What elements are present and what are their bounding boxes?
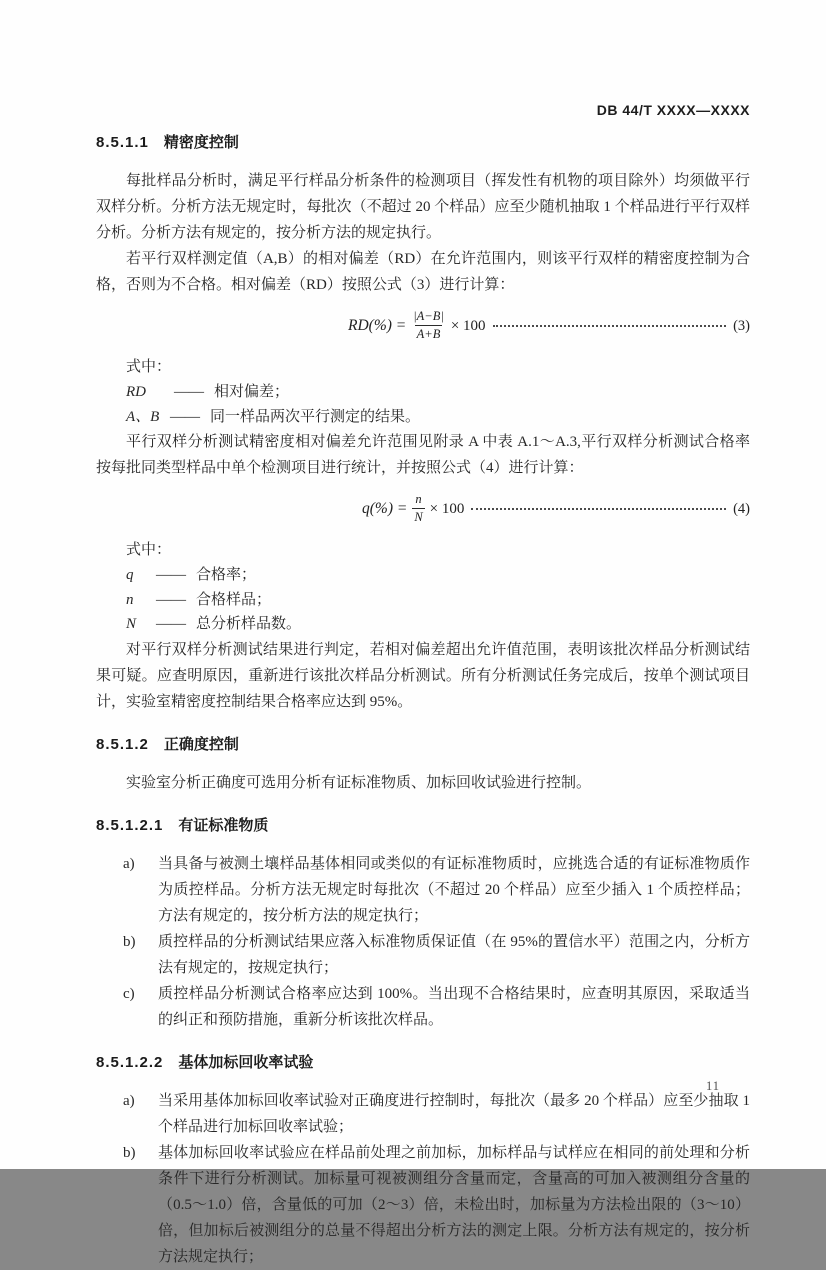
definition-dash: ——: [174, 384, 204, 400]
dot-leader: [493, 325, 727, 327]
document-code-header: DB 44/T XXXX—XXXX: [596, 102, 750, 118]
definition-text: 同一样品两次平行测定的结果。: [210, 408, 421, 425]
formula-lhs: q(%) =: [362, 499, 408, 517]
fraction: [412, 492, 424, 525]
ordered-list: [123, 1088, 750, 1270]
section-heading-accuracy-control: [96, 734, 750, 755]
formula-4: [96, 492, 750, 525]
formula-lhs: RD(%) =: [348, 316, 407, 334]
list-item-text: 基体加标回收率试验应在样品前处理之前加标，加标样品与试样应在相同的前处理和分析条件下进行分析测试。加标量可视被测组分含量而定，含量高的可加入被测组分含量的（0.5～1.0）倍，含量低的可加（2～3）倍，未检出时，加标量为方法检出限的（3～10）倍，但加标后被测组分的总量不得超出分析方法的测定上限。分析方法有规定的，按分析方法规定执行；: [158, 1144, 750, 1265]
section-heading-precision-control: [96, 132, 750, 153]
list-marker: b): [123, 1144, 136, 1161]
section-heading-certified-reference-material: [96, 815, 750, 836]
section-title: 基体加标回收率试验: [178, 1053, 314, 1071]
paragraph: 每批样品分析时，满足平行样品分析条件的检测项目（挥发性有机物的项目除外）均须做平行双样分析。分析方法无规定时，每批次（不超过 20 个样品）应至少随机抽取 1 个样品进行平行双样分析。分析方法有规定的，按分析方法的规定执行。: [96, 173, 750, 241]
paragraph: 对平行双样分析测试结果进行判定，若相对偏差超出允许值范围，表明该批次样品分析测试结果可疑。应查明原因，重新进行该批次样品分析测试。所有分析测试任务完成后，按单个测试项目计，实验室精密度控制结果合格率应达到 95%。: [96, 641, 750, 710]
list-item: [123, 1088, 750, 1140]
section-title: 精密度控制: [163, 134, 239, 151]
paragraph: 平行双样分析测试精密度相对偏差允许范围见附录 A 中表 A.1～A.3,平行双样分析测试合格率按每批同类型样品中单个检测项目进行统计，并按照公式（4）进行计算：: [96, 434, 750, 476]
section-number: 8.5.1.1: [96, 134, 149, 151]
definition-term: n: [126, 591, 134, 608]
where-label: 式中：: [126, 542, 172, 558]
formula-multiplier: × 100: [450, 317, 486, 334]
list-marker: c): [123, 985, 135, 1002]
section-number: 8.5.1.2.1: [96, 816, 164, 834]
list-item-text: 质控样品分析测试合格率应达到 100%。当出现不合格结果时，应查明其原因，采取适当的纠正和预防措施，重新分析该批次样品。: [158, 985, 750, 1028]
where-label: 式中：: [126, 359, 172, 375]
definition-term: RD: [126, 384, 146, 400]
paragraph: 实验室分析正确度可选用分析有证标准物质、加标回收试验进行控制。: [126, 774, 592, 791]
fraction-denominator: N: [414, 510, 423, 524]
definition-dash: ——: [156, 591, 186, 608]
list-item: [123, 1140, 750, 1270]
list-item-text: 质控样品的分析测试结果应落入标准物质保证值（在 95%的置信水平）范围之内，分析方法有规定的，按规定执行；: [158, 933, 750, 976]
definition-dash: ——: [156, 616, 186, 632]
fraction-numerator: |A−B|: [413, 309, 444, 323]
list-item: [123, 851, 750, 929]
section-number: 8.5.1.2: [96, 735, 149, 753]
definition-text: 合格率；: [196, 567, 257, 583]
list-item: [123, 929, 750, 981]
section-heading-matrix-spike-recovery: [96, 1052, 750, 1073]
formula-3: [96, 309, 750, 342]
page-number: 11: [705, 1079, 720, 1093]
formula-multiplier: × 100: [429, 500, 465, 517]
definition-term: N: [126, 616, 137, 632]
fraction: [411, 309, 446, 342]
definition-term: A、B: [126, 408, 160, 425]
list-marker: b): [123, 933, 136, 950]
fraction-denominator: A+B: [416, 327, 441, 341]
definition-dash: ——: [156, 567, 186, 583]
definition-row: [126, 405, 750, 430]
list-item-text: 当采用基体加标回收率试验对正确度进行控制时，每批次（最多 20 个样品）应至少抽取 1 个样品进行加标回收率试验；: [158, 1092, 750, 1135]
definition-text: 合格样品；: [196, 591, 272, 608]
section-number: 8.5.1.2.2: [96, 1053, 164, 1071]
section-title: 有证标准物质: [178, 816, 269, 834]
list-marker: a): [123, 855, 135, 872]
section-title: 正确度控制: [163, 735, 239, 753]
list-item: [123, 981, 750, 1033]
definition-term: q: [126, 567, 134, 583]
equation-number: (4): [733, 500, 750, 517]
definition-row: [126, 612, 750, 637]
list-item-text: 当具备与被测土壤样品基体相同或类似的有证标准物质时，应挑选合适的有证标准物质作为质控样品。分析方法无规定时每批次（不超过 20 个样品）应至少插入 1 个质控样品；方法有规定的，按分析方法的规定执行；: [158, 855, 750, 924]
definition-row: [126, 588, 750, 613]
dot-leader: [471, 508, 726, 510]
ordered-list: [123, 851, 750, 1033]
paragraph: 若平行双样测定值（A,B）的相对偏差（RD）在允许范围内，则该平行双样的精密度控制为合格，否则为不合格。相对偏差（RD）按照公式（3）进行计算：: [96, 251, 750, 293]
definition-dash: ——: [170, 408, 200, 425]
equation-number: (3): [733, 317, 750, 334]
list-marker: a): [123, 1092, 135, 1109]
definition-row: [126, 380, 750, 405]
definition-text: 总分析样品数。: [196, 616, 302, 632]
definition-row: [126, 563, 750, 588]
fraction-numerator: n: [415, 492, 422, 506]
definition-text: 相对偏差；: [214, 384, 290, 400]
